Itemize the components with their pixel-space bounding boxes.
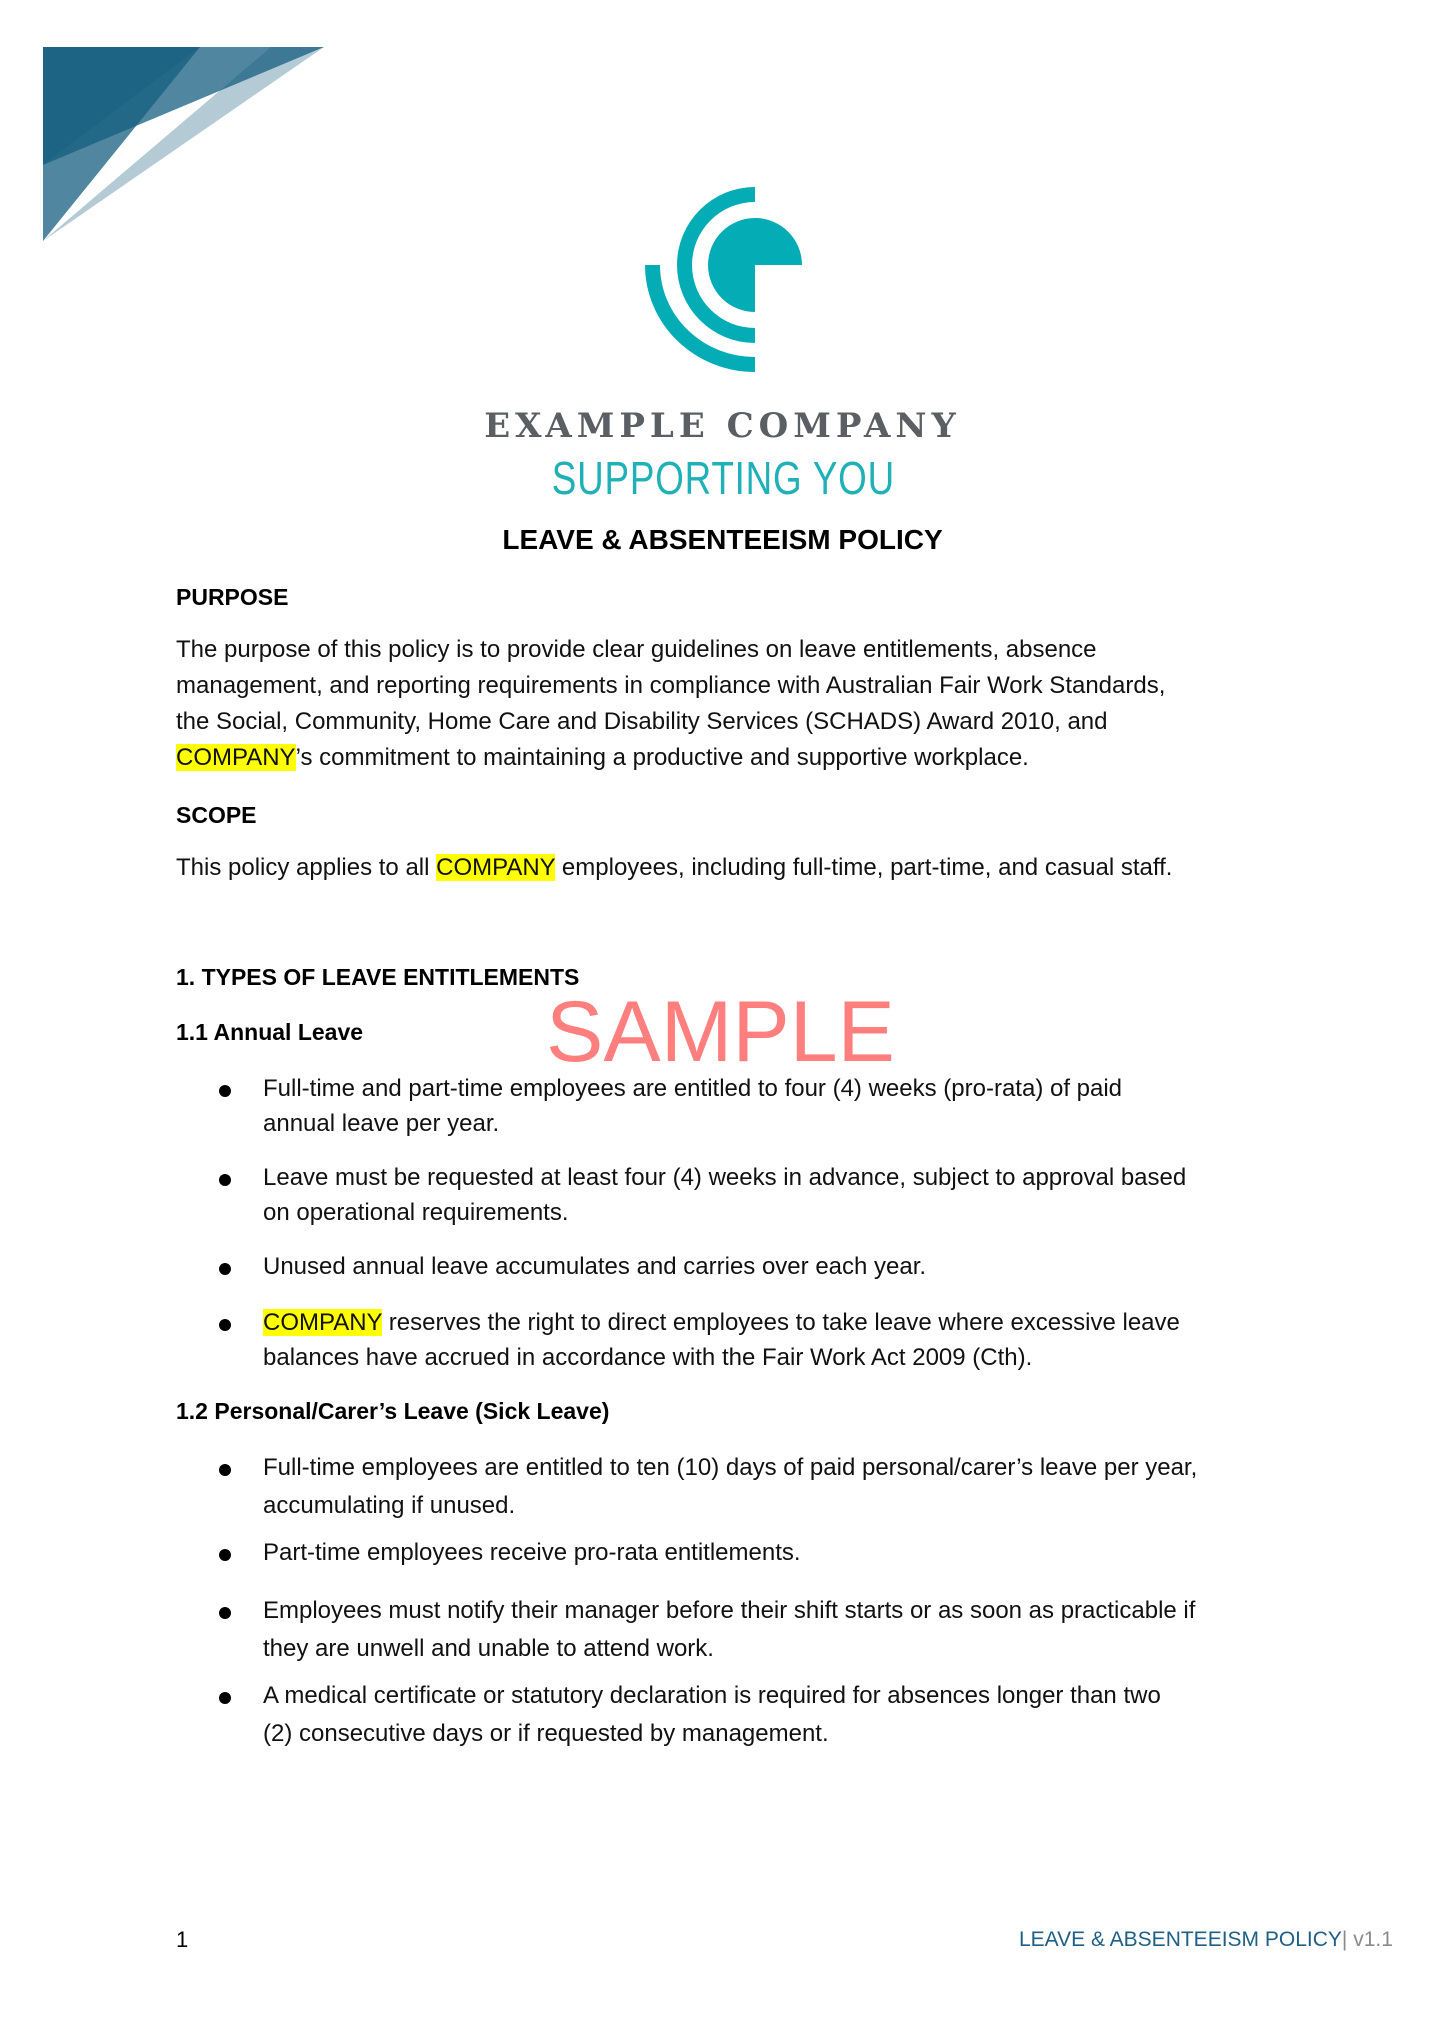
- bullet-icon: [219, 1174, 231, 1186]
- list-item-cont: annual leave per year.: [263, 1110, 500, 1137]
- purpose-line: COMPANY’s commitment to maintaining a productive and supportive workplace.: [176, 744, 1029, 771]
- purpose-line: management, and reporting requirements in compliance with Australian Fair Work Standards,: [176, 672, 1166, 699]
- brand-name: EXAMPLE COMPANY: [484, 406, 961, 446]
- purpose-line: The purpose of this policy is to provide clear guidelines on leave entitlements, absence: [176, 636, 1097, 663]
- company-placeholder-highlight: COMPANY: [263, 1309, 383, 1336]
- purpose-line: the Social, Community, Home Care and Disability Services (SCHADS) Award 2010, and: [176, 708, 1108, 735]
- section-1-1-heading: 1.1 Annual Leave: [176, 1019, 364, 1045]
- section-1-heading: 1. TYPES OF LEAVE ENTITLEMENTS: [176, 964, 580, 990]
- list-item-cont: they are unwell and unable to attend work.: [263, 1635, 714, 1662]
- sample-watermark: SAMPLE: [546, 984, 895, 1080]
- list-item-cont: balances have accrued in accordance with the Fair Work Act 2009 (Cth).: [263, 1344, 1033, 1371]
- list-item: Unused annual leave accumulates and carries over each year.: [263, 1253, 927, 1280]
- bullet-icon: [219, 1319, 231, 1331]
- section-1-2-heading: 1.2 Personal/Carer’s Leave (Sick Leave): [176, 1398, 610, 1424]
- bullet-icon: [219, 1549, 231, 1561]
- list-item: Full-time and part-time employees are entitled to four (4) weeks (pro-rata) of paid: [263, 1075, 1123, 1102]
- company-placeholder-highlight: COMPANY: [176, 744, 296, 771]
- list-item: Part-time employees receive pro-rata entitlements.: [263, 1539, 801, 1566]
- bullet-icon: [219, 1085, 231, 1097]
- company-placeholder-highlight: COMPANY: [436, 854, 556, 881]
- scope-heading: SCOPE: [176, 802, 257, 828]
- list-item-cont: on operational requirements.: [263, 1199, 569, 1226]
- corner-triangles-decoration: [43, 47, 324, 241]
- document-title: LEAVE & ABSENTEEISM POLICY: [502, 524, 943, 555]
- company-logo-icon: [640, 180, 810, 380]
- bullet-icon: [219, 1263, 231, 1275]
- bullet-icon: [219, 1692, 231, 1704]
- list-item-cont: (2) consecutive days or if requested by management.: [263, 1720, 829, 1747]
- list-item-cont: accumulating if unused.: [263, 1492, 516, 1519]
- footer-doc-name: LEAVE & ABSENTEEISM POLICY: [1019, 1928, 1342, 1951]
- list-item: COMPANY reserves the right to direct employees to take leave where excessive leave: [263, 1309, 1180, 1336]
- footer-version: | v1.1: [1341, 1928, 1393, 1951]
- bullet-icon: [219, 1464, 231, 1476]
- brand-tagline: SUPPORTING YOU: [551, 452, 895, 504]
- list-item: Full-time employees are entitled to ten (10) days of paid personal/carer’s leave per year,: [263, 1454, 1198, 1481]
- scope-line: This policy applies to all COMPANY employees, including full-time, part-time, and casual staff.: [176, 854, 1173, 881]
- list-item: Leave must be requested at least four (4) weeks in advance, subject to approval based: [263, 1164, 1187, 1191]
- page-number: 1: [176, 1927, 189, 1952]
- purpose-heading: PURPOSE: [176, 584, 289, 610]
- list-item: Employees must notify their manager before their shift starts or as soon as practicable if: [263, 1597, 1196, 1624]
- bullet-icon: [219, 1607, 231, 1619]
- list-item: A medical certificate or statutory declaration is required for absences longer than two: [263, 1682, 1161, 1709]
- footer-doc-label: [1019, 1926, 1393, 1954]
